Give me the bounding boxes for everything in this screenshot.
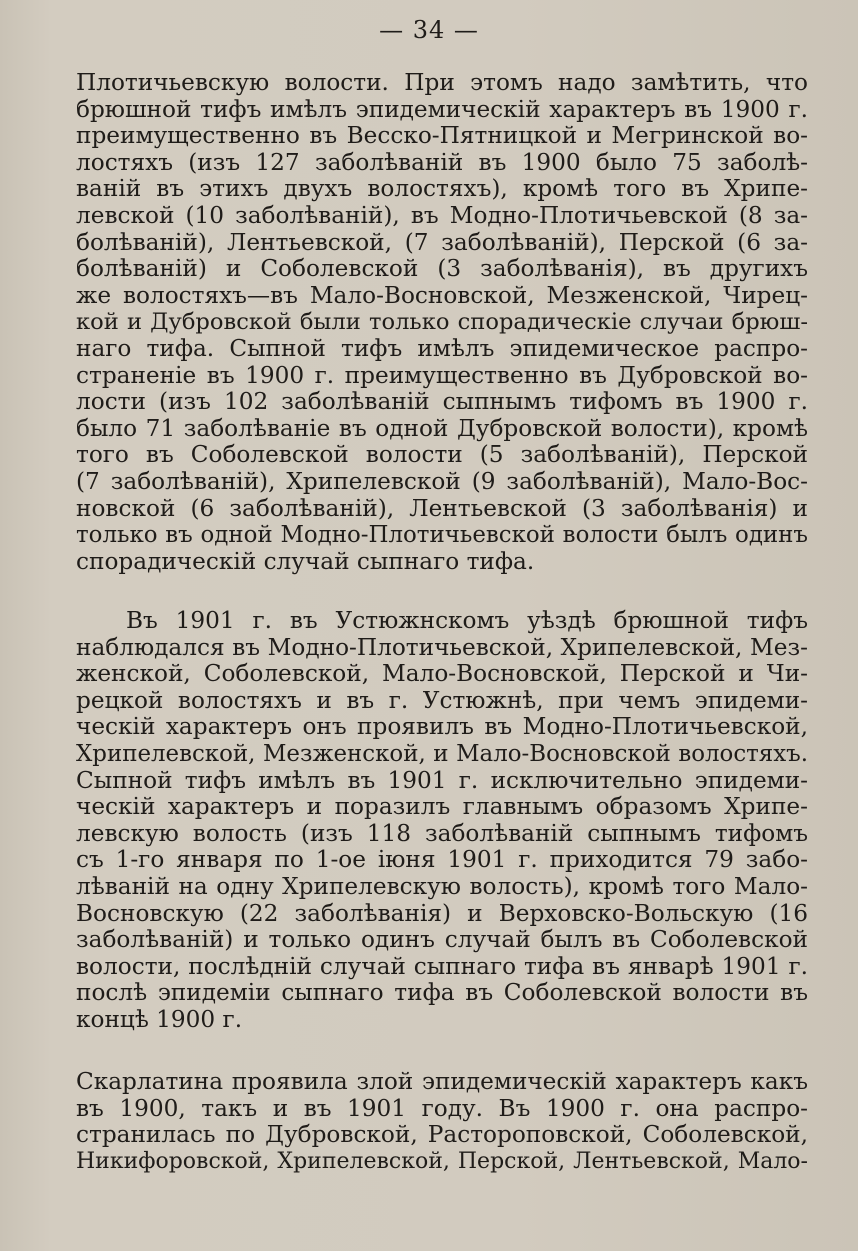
paragraph-scarlet-fever	[76, 1069, 808, 1175]
text-line: левскую волость (изъ 118 заболѣваній сыпнымъ тифомъ	[76, 819, 808, 847]
text-line: странилась по Дубровской, Растороповской, Соболевской,	[76, 1121, 808, 1149]
text-line: ческій характеръ онъ проявилъ въ Модно-Плотичьевской,	[76, 713, 808, 741]
text-line: лѣваній на одну Хрипелевскую волость), кромѣ того Мало-	[76, 872, 808, 900]
text-line: брюшной тифъ имѣлъ эпидемическій характеръ въ 1900 г.	[76, 95, 808, 123]
text-line: рецкой волостяхъ и въ г. Устюжнѣ, при чемъ эпидеми-	[76, 686, 808, 714]
text-line: новской (6 заболѣваній), Лентьевской (3 заболѣванія) и	[76, 494, 808, 522]
text-line: въ 1900, такъ и въ 1901 году. Въ 1900 г. она распро-	[76, 1094, 808, 1122]
text-line: заболѣваній) и только одинъ случай былъ въ Соболевской	[76, 926, 808, 954]
page-number: — 34 —	[379, 16, 479, 44]
text-line: волости, послѣдній случай сыпнаго тифа въ январѣ 1901 г.	[76, 952, 808, 980]
text-line: наблюдался въ Модно-Плотичьевской, Хрипелевской, Мез-	[76, 633, 808, 661]
text-line: Восновскую (22 заболѣванія) и Верховско-Вольскую (16	[76, 899, 808, 927]
text-line: концѣ 1900 г.	[76, 1005, 243, 1033]
text-line: болѣваній), Лентьевской, (7 заболѣваній), Перской (6 за-	[76, 228, 808, 256]
text-line: преимущественно въ Весско-Пятницкой и Мегринской во-	[76, 122, 808, 150]
text-line: съ 1-го января по 1-ое іюня 1901 г. приходится 79 забо-	[76, 846, 808, 874]
text-line: женской, Соболевской, Мало-Восновской, Перской и Чи-	[76, 660, 808, 688]
text-line: левской (10 заболѣваній), въ Модно-Плотичьевской (8 за-	[76, 201, 808, 229]
text-line: (7 заболѣваній), Хрипелевской (9 заболѣваній), Мало-Вос-	[76, 467, 808, 495]
text-line: послѣ эпидеміи сыпнаго тифа въ Соболевской волости въ	[76, 979, 808, 1007]
text-line: же волостяхъ—въ Мало-Восновской, Мезженской, Чирец-	[76, 281, 808, 309]
text-line: Скарлатина проявила злой эпидемическій характеръ какъ	[76, 1068, 808, 1095]
text-line: спорадическій случай сыпнаго тифа.	[76, 547, 535, 575]
text-line: ваній въ этихъ двухъ волостяхъ), кромѣ того въ Хрипе-	[76, 175, 808, 203]
paragraph-typhoid-1900	[76, 70, 808, 575]
text-line: Плотичьевскую волости. При этомъ надо замѣтить, что	[76, 69, 808, 96]
text-line: лостяхъ (изъ 127 заболѣваній въ 1900 было 75 заболѣ-	[76, 148, 808, 176]
text-line: Никифоровской, Хрипелевской, Перской, Лентьевской, Мало-	[76, 1148, 808, 1174]
text-line: страненіе въ 1900 г. преимущественно въ Дубровской во-	[76, 361, 808, 389]
text-line: Сыпной тифъ имѣлъ въ 1901 г. исключительно эпидеми-	[76, 766, 808, 794]
text-line: было 71 заболѣваніе въ одной Дубровской волости), кромѣ	[76, 414, 808, 442]
text-line: того въ Соболевской волости (5 заболѣваній), Перской	[76, 441, 808, 469]
text-line: только въ одной Модно-Плотичьевской волости былъ одинъ	[76, 522, 808, 549]
text-line: Хрипелевской, Мезженской, и Мало-Восновской волостяхъ.	[76, 740, 808, 767]
text-line: кой и Дубровской были только спорадическіе случаи брюш-	[76, 309, 808, 336]
text-line: болѣваній) и Соболевской (3 заболѣванія), въ другихъ	[76, 255, 808, 283]
text-line: лости (изъ 102 заболѣваній сыпнымъ тифомъ въ 1900 г.	[76, 388, 808, 416]
text-line: Въ 1901 г. въ Устюжнскомъ уѣздѣ брюшной тифъ	[126, 607, 808, 634]
paragraph-typhoid-1901	[76, 608, 808, 1034]
text-line: наго тифа. Сыпной тифъ имѣлъ эпидемическое распро-	[76, 334, 808, 362]
text-line: ческій характеръ и поразилъ главнымъ образомъ Хрипе-	[76, 793, 808, 821]
